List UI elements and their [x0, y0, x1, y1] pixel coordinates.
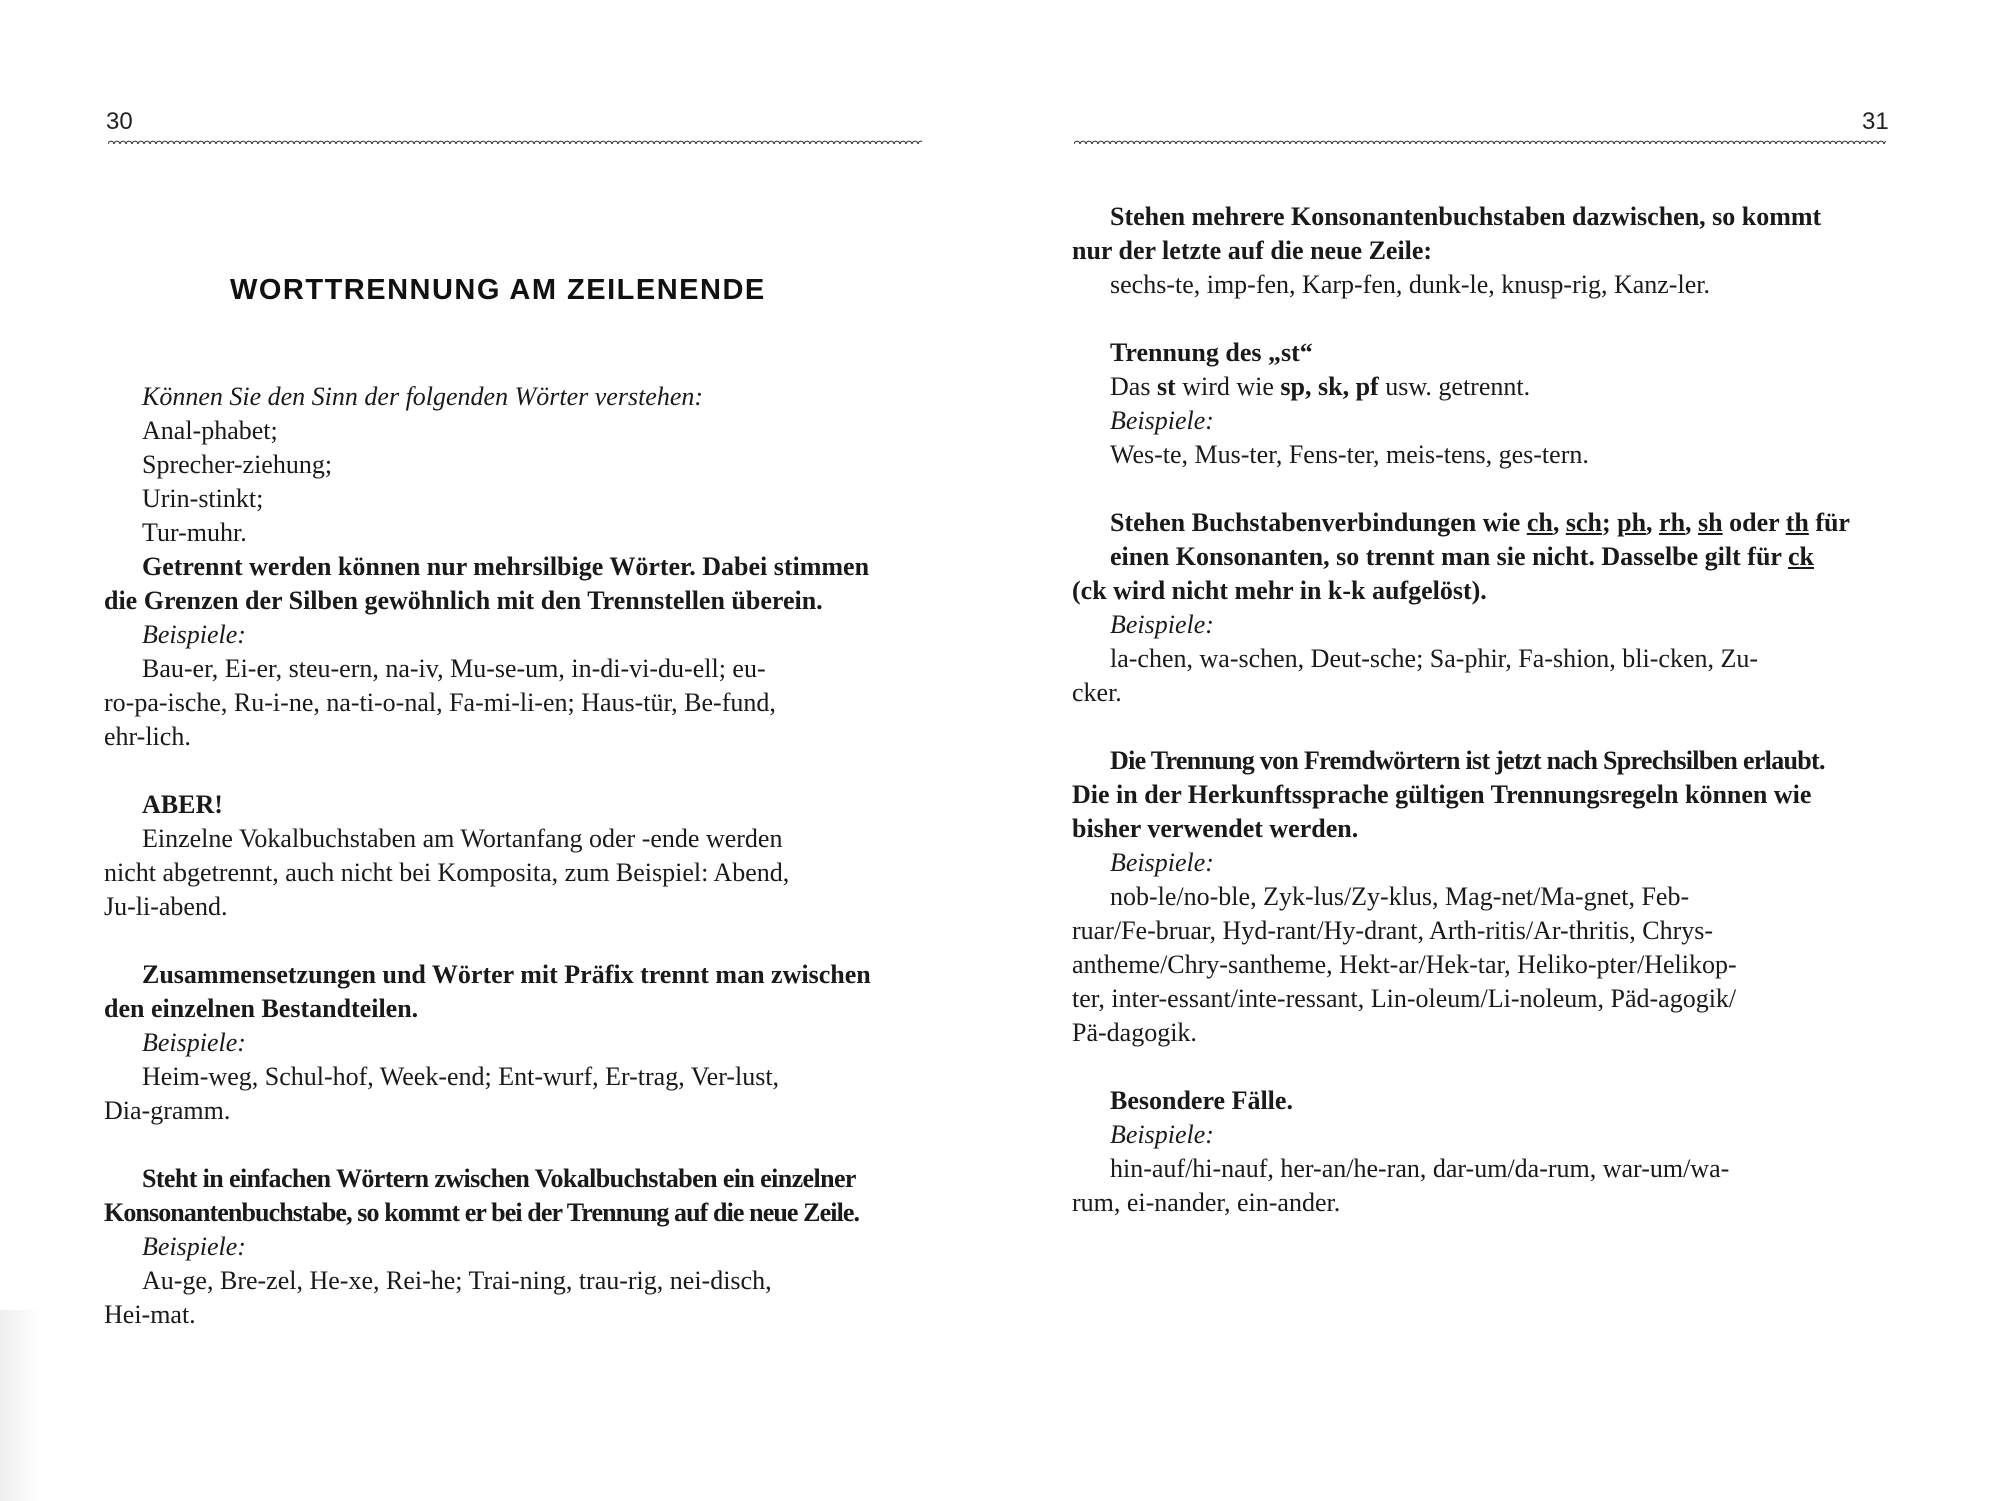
examples-label: Beispiele: [1110, 610, 1214, 639]
special-heading: Besondere Fälle. [1110, 1086, 1293, 1115]
examples-label: Beispiele: [1110, 406, 1214, 435]
st-rule: Das st wird wie sp, sk, pf usw. getrennt. [1110, 372, 1531, 401]
example-line: Pä-dagogik. [1072, 1018, 1197, 1047]
example-line: antheme/Chry-santheme, Hekt-ar/Hek-tar, Heliko-pter/Helikop- [1072, 950, 1737, 979]
aber-heading: ABER! [142, 790, 223, 819]
rule-text: (ck wird nicht mehr in k-k aufgelöst). [1072, 576, 1487, 605]
examples-label: Beispiele: [142, 1232, 246, 1261]
example-line: Hei-mat. [104, 1300, 196, 1329]
rule-text: Zusammensetzungen und Wörter mit Präfix trennt man zwischen [142, 960, 871, 989]
example-line: Wes-te, Mus-ter, Fens-ter, meis-tens, ges-tern. [1110, 440, 1589, 469]
rule-text: die Grenzen der Silben gewöhnlich mit den Trennstellen überein. [104, 586, 823, 615]
page-number-left: 30 [106, 108, 133, 135]
rule-text: den einzelnen Bestandteilen. [104, 994, 419, 1023]
example-line: Bau-er, Ei-er, steu-ern, na-iv, Mu-se-um, in-di-vi-du-ell; eu- [142, 654, 766, 683]
example-line: hin-auf/hi-nauf, her-an/he-ran, dar-um/da-rum, war-um/wa- [1110, 1154, 1730, 1183]
examples-label: Beispiele: [142, 1028, 246, 1057]
right-page [1000, 0, 2000, 1501]
example-line: rum, ei-nander, ein-ander. [1072, 1188, 1341, 1217]
example-line: ro-pa-ische, Ru-i-ne, na-ti-o-nal, Fa-mi-li-en; Haus-tür, Be-fund, [104, 688, 776, 717]
example-line: Au-ge, Bre-zel, He-xe, Rei-he; Trai-ning, trau-rig, nei-disch, [142, 1266, 772, 1295]
page-number-right: 31 [1862, 108, 1889, 135]
aber-text: nicht abgetrennt, auch nicht bei Komposita, zum Beispiel: Abend, [104, 858, 790, 887]
rule-text: Die Trennung von Fremdwörtern ist jetzt nach Sprechsilben erlaubt. [1110, 746, 1825, 775]
example-line: nob-le/no-ble, Zyk-lus/Zy-klus, Mag-net/Ma-gnet, Feb- [1110, 882, 1690, 911]
examples-label: Beispiele: [142, 620, 246, 649]
rule-text: Steht in einfachen Wörtern zwischen Vokalbuchstaben ein einzelner [142, 1164, 856, 1193]
intro-word: Tur-muhr. [142, 518, 247, 547]
header-rule-left [108, 138, 922, 144]
rule-text: nur der letzte auf die neue Zeile: [1072, 236, 1433, 265]
example-line: ruar/Fe-bruar, Hyd-rant/Hy-drant, Arth-ritis/Ar-thritis, Chrys- [1072, 916, 1714, 945]
examples-label: Beispiele: [1110, 848, 1214, 877]
chapter-title: WORTTRENNUNG AM ZEILENENDE [230, 274, 766, 306]
st-heading: Trennung des „st“ [1110, 338, 1313, 367]
rule-text: Konsonantenbuchstabe, so kommt er bei der Trennung auf die neue Zeile. [104, 1198, 860, 1227]
example-line: la-chen, wa-schen, Deut-sche; Sa-phir, Fa-shion, bli-cken, Zu- [1110, 644, 1759, 673]
intro-question: Können Sie den Sinn der folgenden Wörter verstehen: [142, 382, 704, 411]
right-column [1072, 200, 1884, 1220]
rule-text: Stehen mehrere Konsonantenbuchstaben dazwischen, so kommt [1110, 202, 1822, 231]
aber-text: Einzelne Vokalbuchstaben am Wortanfang oder -ende werden [142, 824, 783, 853]
scan-edge-shadow [0, 1310, 40, 1501]
rule-text: bisher verwendet werden. [1072, 814, 1359, 843]
example-line: Heim-weg, Schul-hof, Week-end; Ent-wurf, Er-trag, Ver-lust, [142, 1062, 780, 1091]
intro-word: Sprecher-ziehung; [142, 450, 333, 479]
rule-text: Stehen Buchstabenverbindungen wie ch, sch; ph, rh, sh oder th für [1110, 508, 1850, 537]
examples-label: Beispiele: [1110, 1120, 1214, 1149]
rule-text: Die in der Herkunftssprache gültigen Trennungsregeln können wie [1072, 780, 1812, 809]
rule-text: einen Konsonanten, so trennt man sie nicht. Dasselbe gilt für ck [1110, 542, 1814, 571]
example-line: Dia-gramm. [104, 1096, 231, 1125]
left-column [104, 380, 914, 1332]
example-line: cker. [1072, 678, 1122, 707]
header-rule-right [1074, 138, 1886, 144]
example-line: ehr-lich. [104, 722, 191, 751]
intro-word: Urin-stinkt; [142, 484, 264, 513]
intro-word: Anal-phabet; [142, 416, 278, 445]
aber-text: Ju-li-abend. [104, 892, 228, 921]
rule-text: Getrennt werden können nur mehrsilbige Wörter. Dabei stimmen [142, 552, 870, 581]
example-line: sechs-te, imp-fen, Karp-fen, dunk-le, knusp-rig, Kanz-ler. [1110, 270, 1710, 299]
example-line: ter, inter-essant/inte-ressant, Lin-oleum/Li-noleum, Päd-agogik/ [1072, 984, 1737, 1013]
